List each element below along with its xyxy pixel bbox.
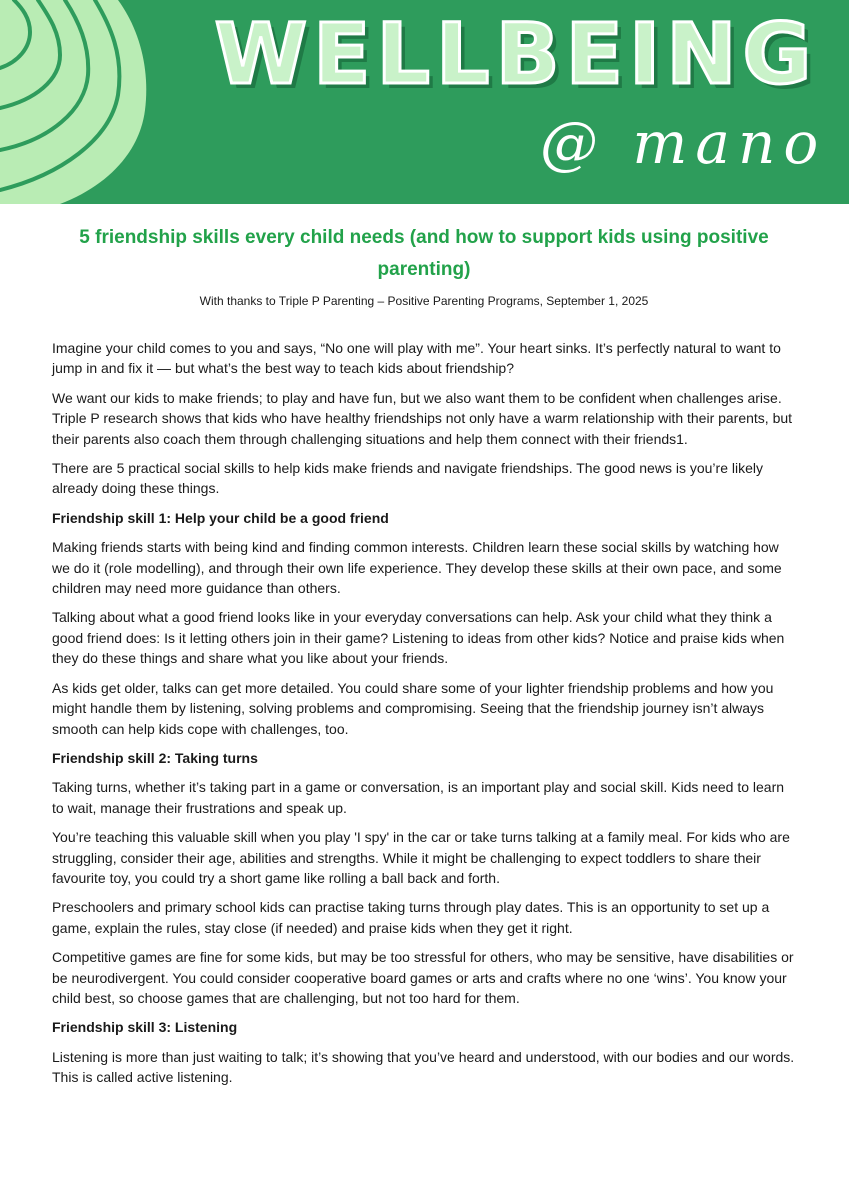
paragraph: Imagine your child comes to you and says, “No one will play with me”. Your heart sinks. It’s perfectly natural to want to jump in and fix it — but what’s the best way to teach kids about friendship? xyxy=(52,340,781,377)
article-body xyxy=(52,338,796,1088)
banner-subtitle: @ mano xyxy=(540,109,827,177)
paragraph: We want our kids to make friends; to play and have fun, but we also want them to be confident when challenges arise. Triple P research shows that kids who have healthy friendships not only have a warm relationship with their parents, but their parents also coach them through challenging situations and help them connect with their friends1. xyxy=(52,389,793,447)
paragraph: Competitive games are fine for some kids, but may be too stressful for others, who may be sensitive, have disabilities or be neurodivergent. You could consider cooperative board games or arts and crafts where no one ‘wins’. You know your child best, so choose games that are challenging, but not too hard for them. xyxy=(52,949,794,1006)
swirl-decoration-icon xyxy=(0,0,200,204)
article xyxy=(52,222,796,1097)
paragraph: Talking about what a good friend looks like in your everyday conversations can help. Ask your child what they think a good friend does: Is it letting others join in their game? Listening to ideas from other kids? Notice and praise kids when they do these things and share what you like about your friends. xyxy=(52,609,785,667)
paragraph: Making friends starts with being kind and finding common interests. Children learn these social skills by watching how we do it (role modelling), and through their own life experience. They develop these skills at their own pace, and some children may need more guidance than others. xyxy=(52,539,782,597)
article-title: 5 friendship skills every child needs (and how to support kids using positive parenting) xyxy=(79,227,769,280)
wellbeing-banner xyxy=(0,0,849,204)
section-heading: Friendship skill 2: Taking turns xyxy=(52,749,258,766)
article-byline: With thanks to Triple P Parenting – Positive Parenting Programs, September 1, 2025 xyxy=(199,294,649,308)
paragraph: Taking turns, whether it’s taking part in a game or conversation, is an important play and social skill. Kids need to learn to wait, manage their frustrations and speak up. xyxy=(52,779,785,816)
paragraph: As kids get older, talks can get more detailed. You could share some of your lighter friendship problems and how you might handle them by listening, solving problems and compromising. Seeing that the friendship journey isn’t always smooth can help kids cope with challenges, too. xyxy=(52,679,774,737)
section-heading: Friendship skill 1: Help your child be a good friend xyxy=(52,509,389,526)
paragraph: There are 5 practical social skills to help kids make friends and navigate friendships. The good news is you’re likely already doing these things. xyxy=(52,460,763,497)
paragraph: You’re teaching this valuable skill when you play 'I spy' in the car or take turns talking at a family meal. For kids who are struggling, consider their age, abilities and strengths. While it might be challenging to expect toddlers to share their favourite toy, you could try a short game like rolling a ball back and forth. xyxy=(52,829,790,886)
paragraph: Listening is more than just waiting to talk; it’s showing that you’ve heard and understood, with our bodies and our words. This is called active listening. xyxy=(52,1048,795,1086)
section-heading: Friendship skill 3: Listening xyxy=(52,1019,238,1036)
banner-title: WELLBEING xyxy=(214,5,818,103)
paragraph: Preschoolers and primary school kids can practise taking turns through play dates. This is an opportunity to set up a game, explain the rules, stay close (if needed) and praise kids when they get it right. xyxy=(52,899,770,936)
